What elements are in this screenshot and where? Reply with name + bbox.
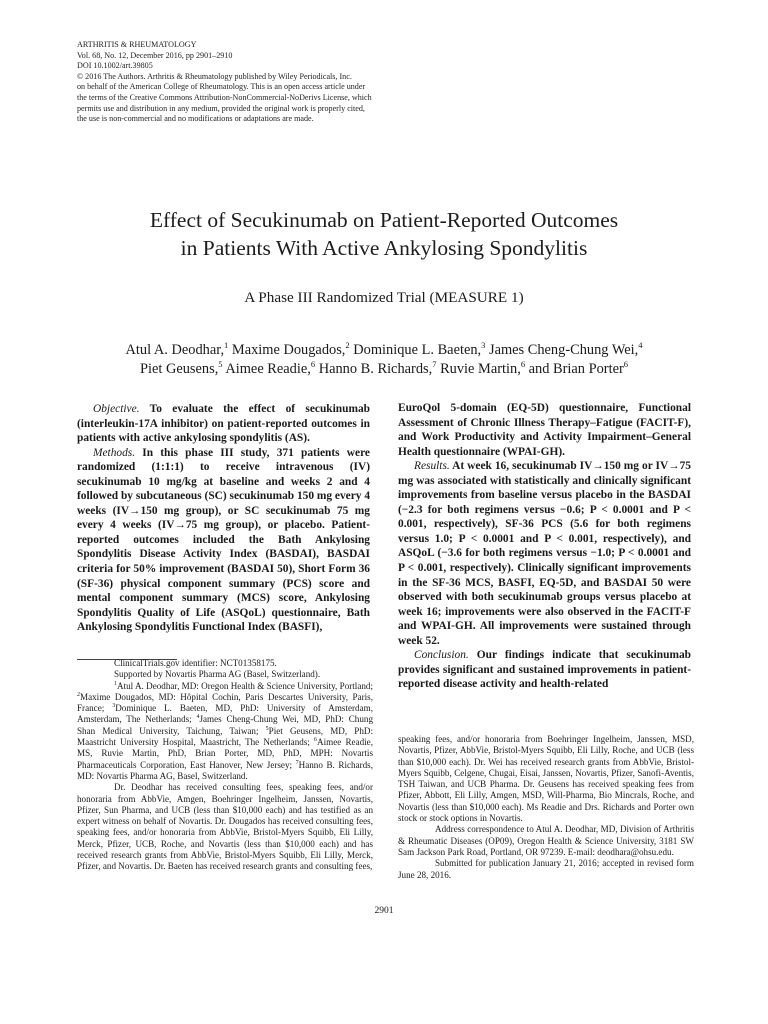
objective-text: To evaluate the effect of secukinumab (interleukin-17A inhibitor) on patient-reported outcomes in patients with active ankylosing spondylitis (AS). bbox=[77, 403, 370, 445]
affiliation-marker: 5 bbox=[265, 725, 269, 732]
author-name: and Brian Porter bbox=[525, 361, 624, 377]
journal-header bbox=[77, 40, 437, 125]
affiliation-marker: 7 bbox=[432, 359, 437, 369]
conclusion-text: Our findings indicate that secukinumab provides significant and sustained improvements in patient-reported disease activity and health-related bbox=[398, 649, 691, 691]
page-number: 2901 bbox=[374, 906, 394, 916]
affiliation-marker: 4 bbox=[638, 340, 643, 350]
footnotes-left bbox=[77, 658, 373, 873]
abstract-methods bbox=[77, 446, 370, 635]
author-line bbox=[20, 360, 748, 379]
methods-text: In this phase III study, 371 patients were randomized (1:1:1) to receive intravenous (IV) secukinumab 10 mg/kg at baseline and weeks 2 and 4 followed by subcutaneous (SC) secukinumab 150 mg every 4 weeks (IV→150 mg group), or SC secukinumab 75 mg every 4 weeks (IV→75 mg group), or placebo. Patient-reported outcomes included the Bath Ankylosing Spondylitis Disease Activity Index (BASDAI), BASDAI criteria for 50% improvement (BASDAI 50), Short Form 36 (SF-36) physical component summary (PCS) score and mental component summary (MCS) score, Ankylosing Spondylitis Quality of Life (ASQoL) questionnaire, Bath Ankylosing Spondylitis Functional Index (BASFI), bbox=[77, 446, 371, 634]
affiliation-marker: 5 bbox=[218, 359, 223, 369]
author-name: Piet Geusens, bbox=[139, 361, 219, 377]
author-line bbox=[20, 341, 748, 360]
affiliation-marker: 6 bbox=[623, 359, 629, 369]
objective-label: Objective. bbox=[93, 403, 140, 415]
author-name: Dominique L. Baeten, bbox=[349, 342, 482, 358]
affiliation-marker: 6 bbox=[520, 359, 526, 369]
affiliation-marker: 6 bbox=[310, 359, 316, 369]
copyright-line: the use is non-commercial and no modifications or adaptations are made. bbox=[77, 114, 314, 124]
article-title bbox=[20, 206, 748, 262]
affiliation-text: Maxime Dougados, MD: Hôpital Cochin, Paris Descartes University, Paris, France; bbox=[77, 691, 373, 714]
affiliations bbox=[77, 681, 373, 783]
conclusion-label: Conclusion. bbox=[414, 649, 469, 662]
title-line: in Patients With Active Ankylosing Spondylitis bbox=[180, 236, 588, 260]
submission-dates: Submitted for publication January 21, 2016; accepted in revised form June 28, 2016. bbox=[398, 858, 694, 880]
affiliation-marker: 7 bbox=[295, 759, 299, 766]
author-name: Atul A. Deodhar, bbox=[125, 342, 225, 358]
affiliation-text: Atul A. Deodhar, MD: Oregon Health & Science University, Portland; bbox=[117, 680, 373, 691]
journal-volume: Vol. 68, No. 12, December 2016, pp 2901–2910 bbox=[77, 50, 233, 60]
funding-note: Supported by Novartis Pharma AG (Basel, Switzerland). bbox=[114, 669, 321, 680]
affiliation-marker: 4 bbox=[196, 714, 200, 721]
results-text: At week 16, secukinumab IV→150 mg or IV→75 mg was associated with statistically and clinically significant improvements from baseline versus placebo in the BASDAI (−2.3 for both regimens versus −0.6; P < 0.0001 and P < 0.001, respectively), SF-36 PCS (5.6 for both regimens versus 1.0; P < 0.0001 and P < 0.001, respectively), and ASQoL (−3.6 for both regimens versus −1.0; P < 0.0001 and P < 0.001, respectively). Clinically significant improvements in the SF-36 MCS, BASFI, EQ-5D, and BASDAI 50 were observed with both secukinumab groups versus placebo at week 16; improvements were also observed in the FACIT-F and WPAI-GH. All improvements were sustained through week 52. bbox=[398, 460, 691, 647]
trial-registration: ClinicalTrials.gov identifier: NCT01358175. bbox=[114, 658, 277, 668]
author-name: Aimee Readie, bbox=[222, 361, 311, 377]
abstract-column-right bbox=[398, 401, 691, 692]
affiliation-marker: 1 bbox=[224, 340, 229, 350]
author-name: Ruvie Martin, bbox=[436, 361, 521, 377]
abstract-column-left bbox=[77, 402, 370, 635]
copyright-line: the terms of the Creative Commons Attribution-NonCommercial-NoDerivs License, which bbox=[77, 92, 372, 102]
affiliation-text: Dominique L. Baeten, MD, PhD: University of Amsterdam, Amsterdam, The Netherlands; bbox=[77, 703, 373, 725]
author-name: Hanno B. Richards, bbox=[315, 361, 433, 377]
affiliation-marker: 3 bbox=[481, 340, 486, 350]
doi: DOI 10.1002/art.39805 bbox=[77, 61, 153, 71]
title-line: Effect of Secukinumab on Patient-Reported Outcomes bbox=[149, 208, 619, 232]
affiliation-marker: 1 bbox=[114, 680, 117, 687]
journal-name: ARTHRITIS & RHEUMATOLOGY bbox=[77, 40, 197, 49]
author-list bbox=[20, 341, 748, 379]
methods-label: Methods. bbox=[93, 446, 136, 459]
author-name: Maxime Dougados, bbox=[228, 342, 346, 358]
affiliation-text: Hanno B. Richards, MD: Novartis Pharma AG, Basel, Switzerland. bbox=[77, 759, 373, 781]
disclosure-continued: speaking fees, and/or honoraria from Boehringer Ingelheim, Janssen, MSD, Novartis, Pfizer, AbbVie, Bristol-Myers Squibb, Eli Lilly, Roche, and UCB (less than $10,000 each). Dr. Wei has received research grants from AbbVie, Bristol-Myers Squibb, Celgene, Chugai, Eisai, Janssen, Novartis, Pfizer, Sanofi-Aventis, TSH Taiwan, and UCB Pharma. Dr. Geusens has received speaking fees from Pfizer, Abbott, Eli Lilly, Amgen, MSD, Will-Pharma, Bio Mincrals, Roche, and Novartis (less than $10,000 each). Ms Readie and Drs. Richards and Porter own stock or stock options in Novartis. bbox=[398, 734, 694, 824]
affiliation-text: James Cheng-Chung Wei, MD, PhD: Chung Shan Medical University, Taichung, Taiwan; bbox=[77, 714, 373, 736]
abstract-conclusion bbox=[398, 648, 691, 692]
article-subtitle: A Phase III Randomized Trial (MEASURE 1) bbox=[244, 289, 524, 306]
copyright-line: permits use and distribution in any medium, provided the original work is properly cited, bbox=[77, 103, 365, 113]
affiliation-text: Piet Geusens, MD, PhD: Maastricht University Hospital, Maastricht, The Netherlands; bbox=[77, 725, 373, 748]
affiliation-marker: 6 bbox=[314, 737, 318, 744]
affiliation-marker: 3 bbox=[112, 703, 116, 710]
affiliation-marker: 2 bbox=[345, 340, 350, 350]
affiliation-marker: 2 bbox=[77, 691, 80, 698]
footnotes-right bbox=[398, 734, 694, 881]
copyright-line: © 2016 The Authors. Arthritis & Rheumatology published by Wiley Periodicals, Inc. bbox=[77, 71, 352, 81]
abstract-methods-continued: EuroQol 5-domain (EQ-5D) questionnaire, Functional Assessment of Chronic Illness Therapy–Fatigue (FACIT-F), and Work Productivity and Activity Impairment–General Health questionnaire (WPAI-GH). bbox=[398, 402, 691, 458]
author-name: James Cheng-Chung Wei, bbox=[485, 342, 639, 358]
disclosure-statement: Dr. Deodhar has received consulting fees, speaking fees, and/or honoraria from AbbVie, Amgen, Boehringer Ingelheim, Janssen, Novartis, Pfizer, Sun Pharma, and UCB (less than $10,000 each) and has testified as an expert witness on behalf of Novartis. Dr. Dougados has received consulting fees, speaking fees, and/or honoraria from AbbVie, Bristol-Myers Squibb, Eli Lilly, Merck, Pfizer, UCB, Roche, and Novartis (less than $10,000 each) and has received research grants from AbbVie, Bristol-Myers Squibb, Eli Lilly, Merck, Pfizer, and Novartis. Dr. Baeten has received research grants and consulting fees, bbox=[77, 782, 373, 872]
copyright-line: on behalf of the American College of Rheumatology. This is an open access article under bbox=[77, 82, 366, 92]
correspondence-address: Address correspondence to Atul A. Deodhar, MD, Division of Arthritis & Rheumatic Diseases (OP09), Oregon Health & Science University, 3181 SW Sam Jackson Park Road, Portland, OR 97239. E-mail: deodhara@ohsu.edu. bbox=[398, 824, 694, 857]
results-label: Results. bbox=[414, 460, 450, 473]
abstract-results bbox=[398, 459, 691, 648]
affiliation-text: Aimee Readie, MS, Ruvie Martin, PhD, Brian Porter, MD, PhD, MPH: Novartis Pharmaceuticals Corporation, East Hanover, New Jersey; bbox=[77, 737, 373, 770]
abstract-objective bbox=[77, 402, 370, 446]
